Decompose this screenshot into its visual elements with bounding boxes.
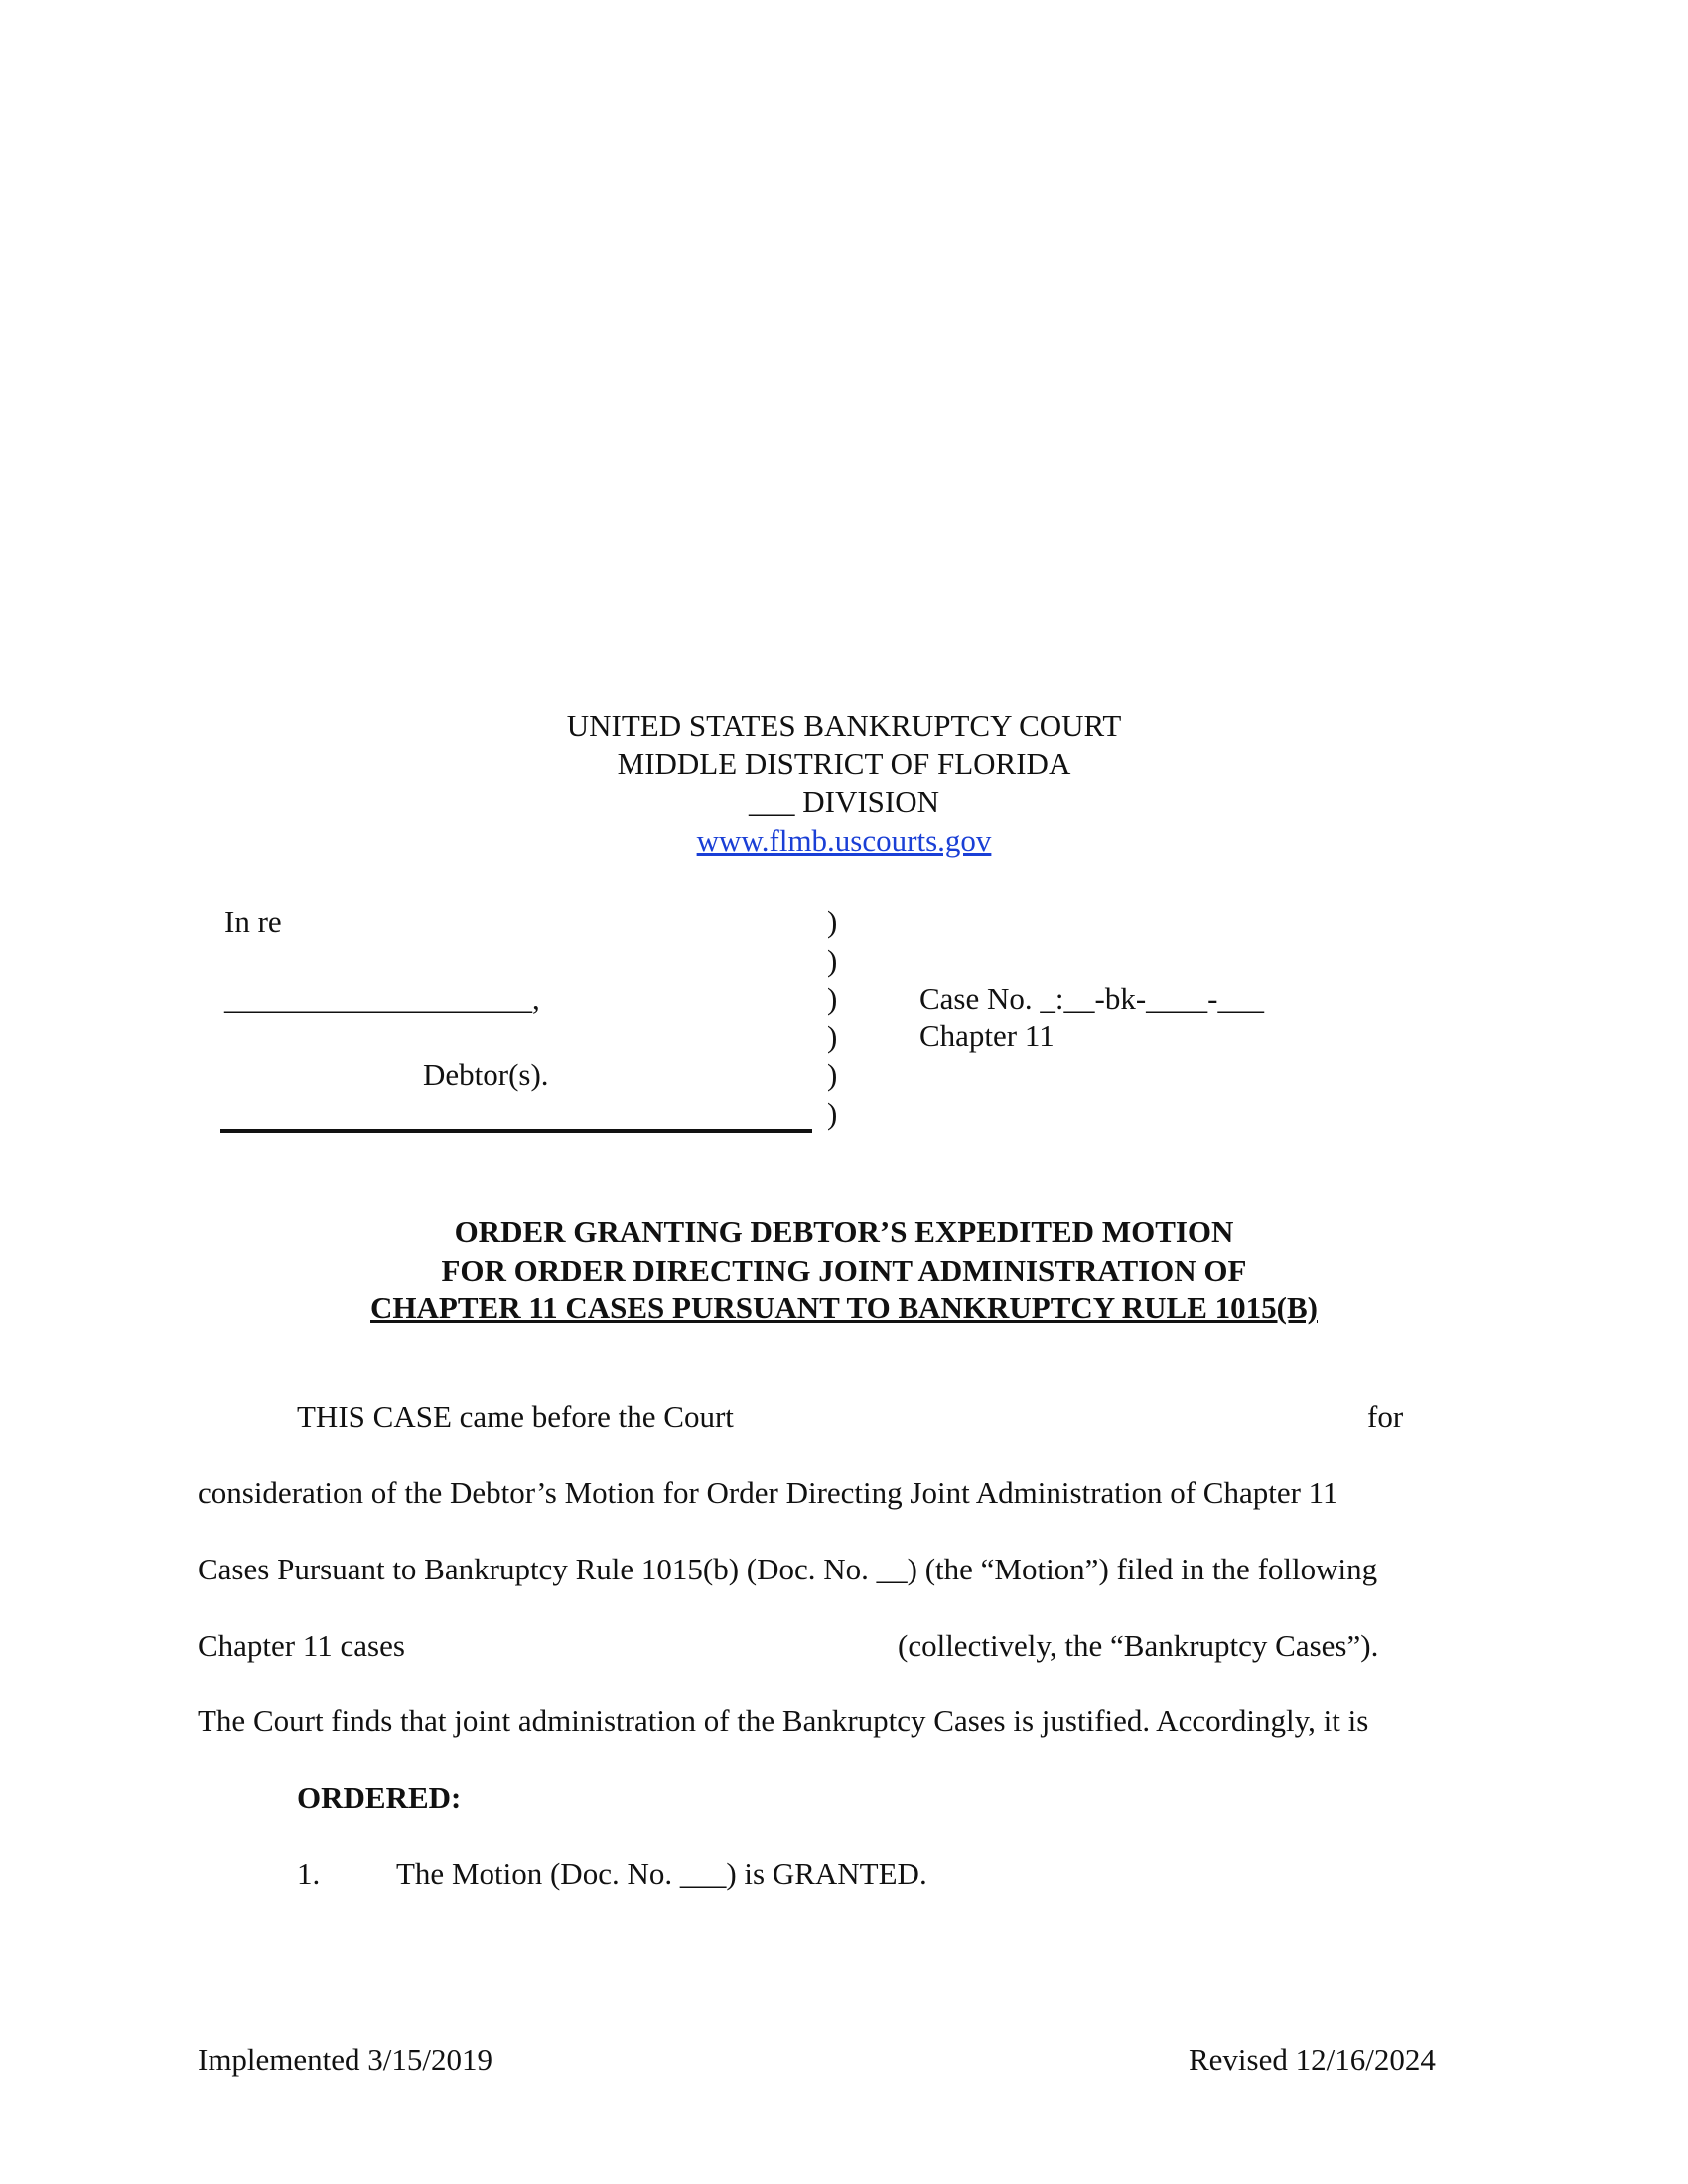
caption-paren: ) — [827, 1019, 838, 1054]
order-title-line-2: FOR ORDER DIRECTING JOINT ADMINISTRATION OF — [441, 1252, 1247, 1288]
court-website-link[interactable]: www.flmb.uscourts.gov — [696, 822, 992, 858]
footer-revised: Revised 12/16/2024 — [1189, 2042, 1436, 2077]
caption-paren: ) — [827, 1095, 838, 1131]
court-division: ___ DIVISION — [748, 784, 939, 819]
caption-paren: ) — [827, 981, 838, 1016]
item-1-text: The Motion (Doc. No. ___) is GRANTED. — [396, 1856, 927, 1891]
caption-paren: ) — [827, 904, 838, 939]
in-re-label: In re — [224, 904, 282, 939]
body-line-4-end: (collectively, the “Bankruptcy Cases”). — [898, 1628, 1379, 1663]
caption-parentheses — [827, 903, 837, 1133]
body-line-5: The Court finds that joint administration of the Bankruptcy Cases is justified. Accordingly, it is — [198, 1704, 1369, 1738]
item-1-number: 1. — [297, 1856, 321, 1891]
body-line-4-start: Chapter 11 cases — [198, 1628, 405, 1663]
body-line-2: consideration of the Debtor’s Motion for Order Directing Joint Administration of Chapter 11 — [198, 1475, 1338, 1510]
court-district: MIDDLE DISTRICT OF FLORIDA — [617, 746, 1071, 781]
chapter-label: Chapter 11 — [919, 1019, 1055, 1053]
caption-underline — [220, 1129, 812, 1133]
order-title-line-1: ORDER GRANTING DEBTOR’S EXPEDITED MOTION — [454, 1214, 1234, 1249]
court-name: UNITED STATES BANKRUPTCY COURT — [566, 708, 1122, 743]
debtor-label: Debtor(s). — [423, 1057, 549, 1092]
debtor-name-blank: ____________________, — [224, 981, 540, 1016]
body-line-1-start: THIS CASE came before the Court — [297, 1399, 734, 1433]
caption-paren: ) — [827, 942, 838, 978]
caption-paren: ) — [827, 1057, 838, 1092]
footer-implemented: Implemented 3/15/2019 — [198, 2042, 493, 2077]
court-header — [0, 707, 1688, 860]
body-line-3: Cases Pursuant to Bankruptcy Rule 1015(b) (Doc. No. __) (the “Motion”) filed in the following — [198, 1552, 1378, 1586]
order-title-line-3: CHAPTER 11 CASES PURSUANT TO BANKRUPTCY RULE 1015(B) — [370, 1291, 1318, 1325]
order-title — [0, 1213, 1688, 1328]
body-line-1-end: for — [1367, 1399, 1404, 1433]
case-number: Case No. _:__-bk-____-___ — [919, 981, 1264, 1016]
ordered-heading: ORDERED: — [297, 1780, 462, 1815]
